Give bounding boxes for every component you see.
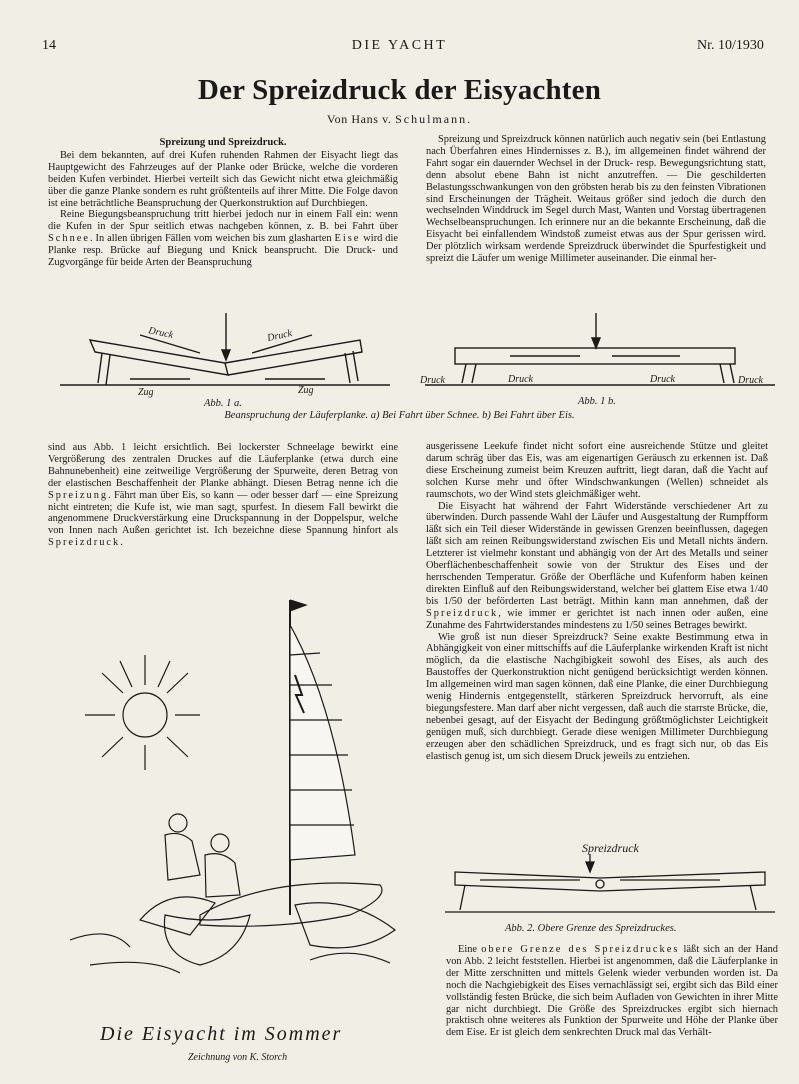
issue-number: Nr. 10/1930	[697, 38, 764, 53]
label-zug-1: Zug	[138, 387, 154, 398]
runner-left-b	[462, 364, 476, 383]
waves	[70, 934, 390, 973]
paragraph: Reine Biegungsbeanspruchung tritt hierbei jedoch nur in einem Fall ein: wenn die Kufen in der Spur seitlich etwas nachgeben können, z. B. bei Fahrt über Schnee. In allen übrigen Fällen vom weichen bis zum glasharten Eise wird die Planke resp. Brücke auf Biegung und Knick beansprucht. Die Druck- und Zugvorgänge für beide Arten der Beanspruchung	[48, 209, 398, 269]
sailor-1-head	[169, 814, 187, 832]
figure-2-diagram	[440, 840, 780, 925]
label-druck-2: Druck	[266, 327, 294, 344]
intro-left-column	[48, 137, 398, 269]
figure-1-caption: Beanspruchung der Läuferplanke. a) Bei Fahrt über Schnee. b) Bei Fahrt über Eis.	[224, 410, 575, 421]
label-druck-6: Druck	[738, 375, 763, 386]
figure-1a-label: Abb. 1 a.	[204, 398, 242, 409]
paragraph: sind aus Abb. 1 leicht ersichtlich. Bei lockerster Schneelage bewirkt eine Vergrößerung des zentralen Druckes auf die Läuferplanke (etwa durch eine Bahnunebenheit) eine zeitweilige Vergrößerung der Spurweite, deren Betrag von der elastischen Beschaffenheit der Planke abhängt. Diesen Betrag nenne ich die Spreizung. Fährt man über Eis, so kann — oder besser darf — eine Spreizung nicht eintreten; die Kufe ist, wie man sagt, spurfest. In diesem Fall bewirkt die angenommene Druckverstärkung eine Druckspannung in der Doppelspur, welche von Innen nach Außen gerichtet ist. Ich bezeichne diese Spannung hinfort als Spreizdruck.	[48, 442, 398, 549]
sun-icon	[123, 693, 167, 737]
runner-float-left	[164, 915, 250, 965]
figure-1b-label: Abb. 1 b.	[578, 396, 616, 407]
hinge-joint	[596, 880, 604, 888]
byline: Von Hans v. Schulmann.	[326, 112, 473, 126]
paragraph: Die Eisyacht hat während der Fahrt Widerstände verschiedener Art zu überwinden. Durch passende Wahl der Läufer und Ausgestaltung der Rumpfform läßt sich ein Teil dieser Widerstände in gewissen Grenzen beeinflussen, dagegen läßt sich am reinen Reibungswiderstand zwischen Eis und Metall nichts ändern. Letzterer ist vielmehr konstant und abhängig von der Art des Metalls und seiner Oberflächenbeschaffenheit sowie von der Struktur des Eises und der herrschenden Temperatur. Größe der Oberfläche und Kufenform haben keinen direkten Einfluß auf den Reibungswiderstand, welcher bei glattem Eise etwa 1/40 bis 1/50 der beförderten Last beträgt. Mithin kann man annehmen, daß der Spreizdruck, wie immer er gerichtet ist nach innen oder außen, eine Zunahme des Fahrtwiderstandes mindestens zu 1/50 seines Betrages bewirkt.	[426, 500, 768, 631]
label-druck-3: Druck	[420, 375, 445, 386]
label-druck-5: Druck	[650, 374, 675, 385]
sun-rays	[85, 655, 200, 770]
author-name: Schulmann.	[395, 112, 473, 126]
paragraph: Spreizung und Spreizdruck können natürlich auch negativ sein (bei Entlastung nach Überfahren eines Hindernisses z. B.), im allgemeinen findet während der Fahrt sogar ein dauernder Wechsel in der Druck- resp. Bewegungsrichtung statt, denn absolut ebene Bahn ist nicht anzutreffen. — Die geschilderten Belastungsschwankungen von den gröbsten herab bis zu den feinsten Vibrationen sind Erscheinungen der Trägheit. Weitaus größer sind jedoch die durch den wechselnden Winddruck im Segel durch Mast, Wanten und Vorstag übertragenen Wechselbeanspruchungen. Ich erinnere nur an die bekannte Erscheinung, daß die Eisyacht bei einfallendem Windstoß zumeist etwas aus der Spur gerissen wird. Der plötzlich wirksam werdende Spreizdruck überwindet die Spurfestigkeit und spreizt die Läufer um wenige Millimeter auseinander. Die einmal her-	[426, 134, 766, 265]
sailor-1-body	[165, 833, 200, 880]
runner-float-right	[295, 903, 395, 948]
hinged-plank	[455, 872, 765, 891]
sailor-2-body	[205, 854, 240, 897]
figure-2-label: Spreizdruck	[582, 841, 639, 855]
figure-2-caption: Abb. 2. Obere Grenze des Spreizdruckes.	[505, 923, 677, 934]
lower-right-column	[426, 441, 768, 762]
iceyacht-illustration	[50, 585, 410, 985]
runner-right-b	[720, 364, 734, 383]
bottom-right-column	[446, 944, 778, 1039]
intro-right-column	[426, 134, 766, 265]
runner-front	[140, 897, 215, 935]
paragraph: Wie groß ist nun dieser Spreizdruck? Seine exakte Bestimmung etwa in Abhängigkeit von einer mittschiffs auf die Läuferplanke wirkenden Kraft ist nicht möglich, da die elastische Nachgibigkeit sowohl des Eises, als auch des Baustoffes der Querkonstruktion nicht genügend berücksichtigt werden können. Im allgemeinen wird man sagen können, daß eine Planke, die einer Durchbiegung wenig Hindernis entgegenstellt, stärkeren Spreizdruck hervorruft, als eine biegungsfestere. Man darf aber nicht vergessen, daß auch die starrste Brücke, die, nebenbei gesagt, auf der Eisyacht der Bedingung größtmöglichster Leichtigkeit genügen muß, sich durchbiegt. Gerade diese wenigen Millimeter Durchbiegung erzeugen aber den schädlichen Spreizdruck, und es fragt sich nur, ob das Eis elastisch genug ist, um sich diesem Druck jeweils zu entziehen.	[426, 631, 768, 762]
plank-straight	[455, 348, 735, 364]
section-heading: Spreizung und Spreizdruck.	[159, 137, 287, 148]
figure-1-diagram	[40, 305, 780, 405]
page-number: 14	[42, 38, 56, 53]
lower-left-column	[48, 442, 398, 549]
runner-right	[345, 351, 358, 383]
pennant	[290, 600, 306, 611]
illustration-credit: Zeichnung von K. Storch	[188, 1052, 288, 1063]
runners-2	[460, 885, 756, 910]
label-druck-1: Druck	[147, 325, 175, 342]
sailor-2-head	[211, 834, 229, 852]
article-title: Der Spreizdruck der Eisyachten	[197, 74, 602, 106]
journal-name: DIE YACHT	[351, 38, 448, 53]
label-druck-4: Druck	[508, 374, 533, 385]
plank-left-half	[90, 340, 228, 375]
runner-left	[98, 353, 110, 385]
paragraph: Eine obere Grenze des Spreizdruckes läßt sich an der Hand von Abb. 2 leicht feststellen. Hierbei ist angenommen, daß die Läuferplanke in der Mitte zerschnitten und mittels Gelenk wieder verbunden worden ist. Da noch die Nachgiebigkeit des Eises vernachlässigt sei, ergibt sich das Bild einer vollständig festen Brücke, die sich beim Aufladen von Gewichten in ihrer Mitte gar nicht durchbiegt. Die Größe des Spreizdruckes ergibt sich hiernach praktisch ohne weiteres als Funktion der Spurweite und Höhe der Planke über dem Eise. Er ist gleich dem senkrechten Druck mal das Verhält-	[446, 944, 778, 1039]
paragraph: ausgerissene Leekufe findet nicht sofort eine ausreichende Stütze und gleitet darum schräg über das Eis, was am eigenartigen Geräusch zu erkennen ist. Daß diese Erscheinung zumeist beim Kreuzen auftritt, liegt daran, daß die Yacht auf solchen Kurse mehr und öfter Windschwankungen (Wellen) schneidet als raumschots, wo der Wind stets gleichmäßiger weht.	[426, 441, 768, 500]
illustration-title: Die Eisyacht im Sommer	[100, 1023, 343, 1045]
label-zug-2: Zug	[298, 385, 314, 396]
paragraph: Bei dem bekannten, auf drei Kufen ruhenden Rahmen der Eisyacht liegt das Hauptgewicht des Fahrzeuges auf der Planke oder Brücke, welche die vorderen beiden Kufen verbindet. Hierbei verteilt sich das Gewicht nicht etwa gleichmäßig über die ganze Planke sondern es ruht größtenteils auf ihrer Mitte. Die Folge davon ist eine beträchtliche Beanspruchung der Querkonstruktion auf Durchbiegen.	[48, 149, 398, 209]
plank-right-half	[225, 340, 362, 375]
